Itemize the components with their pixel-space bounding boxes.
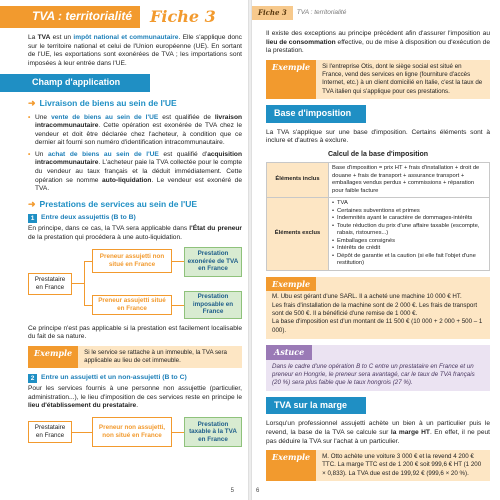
paragraph-base: La TVA s'applique sur une base d'imposition. Certains éléments sont à inclure et d'autres à exclure. [266,128,490,145]
right-page [252,0,500,500]
table-row: Éléments exclus • TVA • Certaines subventions et primes • Indemnités ayant le caractère de dommages-intérêts • Toute réduction du prix d'une affaire taxable (escompte, rabais, ristournes...) • Emballages consignés • Intérêts de crédit • Dépôt de garantie et la caution (si elle fait l'objet d'une restitution) [267,198,490,271]
excluded-list [332,200,486,268]
left-header [28,0,242,34]
list-item: • Dépôt de garantie et la caution (si elle fait l'objet d'une restitution) [332,253,486,268]
diagram-b2b [28,247,242,319]
example-otto: Exemple M. Otto achète une voiture 3 000 € et la revend 4 200 € TTC. La marge TTC est de 1 200 € soit 999,6 € HT (1 200 × 0,833). La TVA due est de 199,92 € (999,6 × 20 %). [266,450,490,481]
section-tva-marge: TVA sur la marge [266,397,366,415]
numbered-title-1: 1 Entre deux assujettis (B to B) [28,214,242,223]
paragraph-exceptions: Il existe des exceptions au principe précédent afin d'assurer l'imposition au lieu de consommation effective, ou de mise à disposition ou d'exécution de la prestation. [266,30,490,55]
arrow-icon: ➜ [28,198,36,209]
example-otis: Exemple Si l'entreprise Otis, dont le siège social est situé en France, vend des services en ligne (fourniture d'accès Internet, etc.) à un client domicilié en Italie, c'est la taux de TVA italien qui s'applique pour ces prestations. [266,60,490,99]
list-item: • Intérêts de crédit [332,245,486,253]
box-prestation-imposable: Prestation imposable en France [184,291,242,319]
table-row: Éléments inclus Base d'imposition = prix HT + frais d'installation + droit de douane + frais de transport + assurance transport + emballages vendus perdus + commissions + réparation pour faible facture [267,163,490,198]
base-table [266,162,490,271]
example-immeuble: Exemple Si le service se rattache à un immeuble, la TVA sera applicable au lieu de cet immeuble. [28,346,242,369]
arrow-icon: ➜ [28,97,36,108]
box-preneur-non-situe: Preneur assujetti non situé en France [92,249,172,273]
box-prestation-exoneree: Prestation exonérée de TVA en France [184,247,242,277]
example-tag: Exemple [266,450,316,481]
left-page [0,0,248,500]
astuce-box: Astuce Dans le cadre d'une opération B to C entre un prestataire en France et un preneur en Hongrie, le preneur sera avantagé, car le taux de TVA français (20 %) sera plus faible que le taux hongrois (27 %). [266,345,490,391]
box-preneur-non-assujetti: Preneur non assujetti, non situé en France [92,417,172,447]
list-item: • Un achat de biens au sein de l'UE est qualifié d'acquisition intracommunautaire. L'acheteur paie la TVA collectée pour le compte du vendeur au taux français et la déduit immédiatement. Cette opération se nomme auto-liquidation. Le vendeur est exonéré de TVA. [28,151,242,194]
livraison-bullets [28,114,242,194]
fiche-header [0,0,216,34]
fiche-badge: Fiche 3 [252,6,293,19]
paragraph-b2c: Pour les services fournis à une personne non assujettie (particulier, administration...), le lieu d'imposition de ces services reste en principe le lieu d'établissement du prestataire. [28,385,242,410]
box-preneur-situe: Preneur assujetti situé en France [92,295,172,315]
section-base-imposition: Base d'imposition [266,105,366,123]
list-item: • Certaines subventions et primes [332,208,486,216]
subsection-prestations: ➜ Prestations de services au sein de l'UE [28,198,198,209]
list-item: • Indemnités ayant le caractère de dommages-intérêts [332,215,486,223]
box-prestataire-france: Prestataire en France [28,421,72,443]
list-item: • Toute réduction du prix d'une affaire taxable (escompte, rabais, ristournes...) [332,223,486,238]
box-prestation-taxable: Prestation taxable à la TVA en France [184,417,242,447]
intro-paragraph: La TVA est un impôt national et communautaire. Elle s'applique donc sur le territoire national et celui de l'Union européenne (UE). En sortant de l'UE, les exportations sont exonérées de TVA ; les importations sont imposées à leur entrée dans l'UE. [28,34,242,67]
table-title: Calcul de la base d'imposition [327,150,429,158]
paragraph-marge: Lorsqu'un professionnel assujetti achète un bien à un particulier puis le revend, la base de la TVA se calcule sur la marge HT. En effet, il ne peut pas déduire la TVA sur l'achat à un particulier. [266,420,490,445]
list-item: • Une vente de biens au sein de l'UE est qualifiée de livraison intracommunautaire. Cette opération est exonérée de TVA chez le vendeur et doit être déclarée chez l'acheteur, à condition que ce dernier ait fourni son numéro d'identification intracommunautaire. [28,114,242,148]
section-champ-application: Champ d'application [0,74,150,92]
paragraph-b2b: En principe, dans ce cas, la TVA sera applicable dans l'État du preneur de la prestation qui procédera à une auto-liquidation. [28,225,242,241]
page-number: 5 [230,488,234,495]
example-tag: Exemple [28,346,78,369]
astuce-tag: Astuce [266,345,312,359]
example-tag: Exemple [266,60,316,99]
list-item: • TVA [332,200,486,208]
fiche-title: TVA : territorialité [0,6,140,28]
example-tag: Exemple [266,277,316,291]
diagram-b2c [28,415,242,451]
paragraph-exception: Ce principe n'est pas applicable si la prestation est facilement localisable du fait de sa nature. [28,324,242,341]
page-number: 6 [256,488,260,495]
running-title: TVA : territorialité [296,8,347,16]
numbered-title-2: 2 Entre un assujetti et un non-assujetti (B to C) [28,374,242,383]
fiche-badge: Fiche 3 [150,6,216,26]
box-prestataire-france: Prestataire en France [28,273,72,295]
list-item: • Emballages consignés [332,238,486,246]
example-ubu: Exemple M. Ubu est gérant d'une SARL. Il a acheté une machine 10 000 € HT. Les frais d'installation de la machine sont de 2 000 €. Les frais de transport sont de 500 €. Il a bénéficié d'une remise de 1 000 €. La base d'imposition est d'un montant de 11 500 € (10 000 + 2 000 + 500 – 1 000). [266,277,490,339]
subsection-livraison: ➜ Livraison de biens au sein de l'UE [28,97,177,109]
